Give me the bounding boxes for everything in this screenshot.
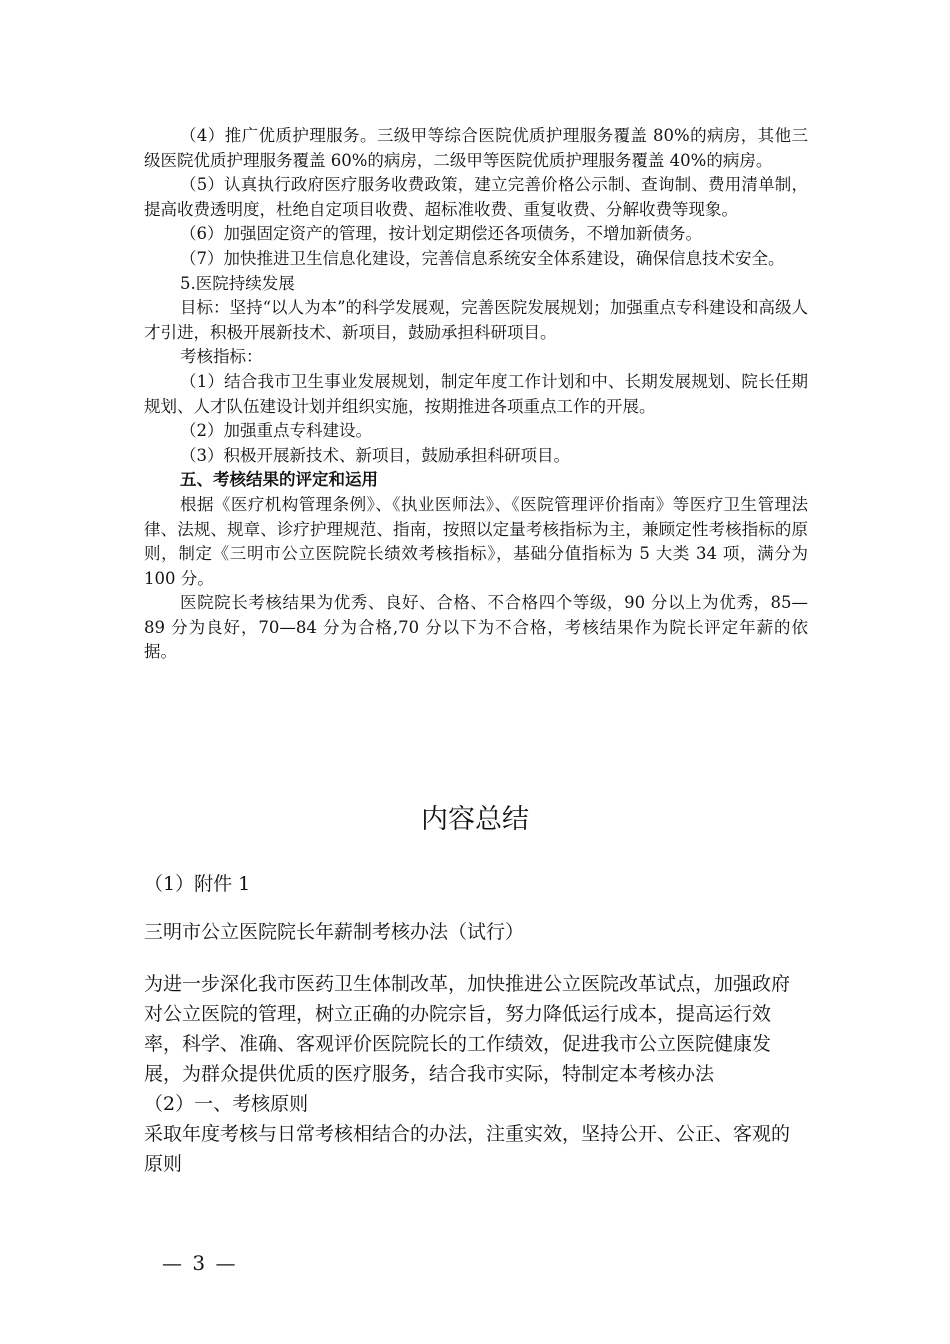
paragraph-key-specialties: （2）加强重点专科建设。 bbox=[180, 421, 372, 441]
paragraph-goal: 目标：坚持“以人为本”的科学发展观，完善医院发展规划；加强重点专科建设和高级人才引进，积极开展新技术、新项目，鼓励承担科研项目。 bbox=[144, 298, 808, 342]
summary-title: 内容总结 bbox=[421, 804, 529, 835]
summary-item-attachment: （1）附件 1 bbox=[144, 873, 251, 895]
paragraph-development-plan: （1）结合我市卫生事业发展规划，制定年度工作计划和中、长期发展规划、院长任期规划、人才队伍建设计划并组织实施，按期推进各项重点工作的开展。 bbox=[144, 371, 808, 416]
label-assessment-indicators: 考核指标： bbox=[180, 347, 263, 367]
paragraph-information-system: （7）加快推进卫生信息化建设，完善信息系统安全体系建设，确保信息技术安全。 bbox=[180, 248, 785, 268]
summary-item-1 bbox=[144, 869, 808, 899]
paragraph-new-technology: （3）积极开展新技术、新项目，鼓励承担科研项目。 bbox=[180, 445, 570, 465]
paragraph-quality-nursing: （4）推广优质护理服务。三级甲等综合医院优质护理服务覆盖 80%的病房，其他三级医院优质护理服务覆盖 60%的病房，二级甲等医院优质护理服务覆盖 40%的病房。 bbox=[144, 126, 808, 170]
page-number: — 3 — bbox=[162, 1251, 238, 1275]
summary-item-principle: （2）一、考核原则 bbox=[144, 1093, 309, 1115]
summary-body bbox=[144, 969, 808, 1179]
heading-result-evaluation: 五、考核结果的评定和运用 bbox=[180, 470, 378, 490]
summary-doc-title: 三明市公立医院院长年薪制考核办法（试行） bbox=[144, 921, 525, 943]
summary-principle-text: 采取年度考核与日常考核相结合的办法，注重实效，坚持公开、公正、客观的原则 bbox=[144, 1123, 791, 1175]
paragraph-grading: 医院院长考核结果为优秀、良好、合格、不合格四个等级，90 分以上为优秀，85—89 分为良好，70—84 分为合格,70 分以下为不合格，考核结果作为院长评定年薪的依据。 bbox=[144, 593, 808, 662]
subheading-sustainable-development: 5.医院持续发展 bbox=[180, 273, 295, 293]
body-section bbox=[144, 124, 808, 665]
summary-doc-title-block bbox=[144, 917, 808, 947]
paragraph-legal-basis: 根据《医疗机构管理条例》、《执业医师法》、《医院管理评价指南》等医疗卫生管理法律、法规、规章、诊疗护理规范、指南，按照以定量考核指标为主，兼顾定性考核指标的原则，制定《三明市公立医院院长绩效考核指标》，基础分值指标为 5 大类 34 项，满分为 100 分。 bbox=[144, 494, 808, 588]
paragraph-fixed-assets: （6）加强固定资产的管理，按计划定期偿还各项债务，不增加新债务。 bbox=[180, 224, 702, 244]
summary-intro: 为进一步深化我市医药卫生体制改革，加快推进公立医院改革试点，加强政府对公立医院的管理，树立正确的办院宗旨，努力降低运行成本，提高运行效率，科学、准确、客观评价医院院长的工作绩效，促进我市公立医院健康发展，为群众提供优质的医疗服务，结合我市实际，特制定本考核办法 bbox=[144, 973, 791, 1085]
paragraph-fee-policy: （5）认真执行政府医疗服务收费政策，建立完善价格公示制、查询制、费用清单制，提高收费透明度，杜绝自定项目收费、超标准收费、重复收费、分解收费等现象。 bbox=[144, 175, 808, 219]
